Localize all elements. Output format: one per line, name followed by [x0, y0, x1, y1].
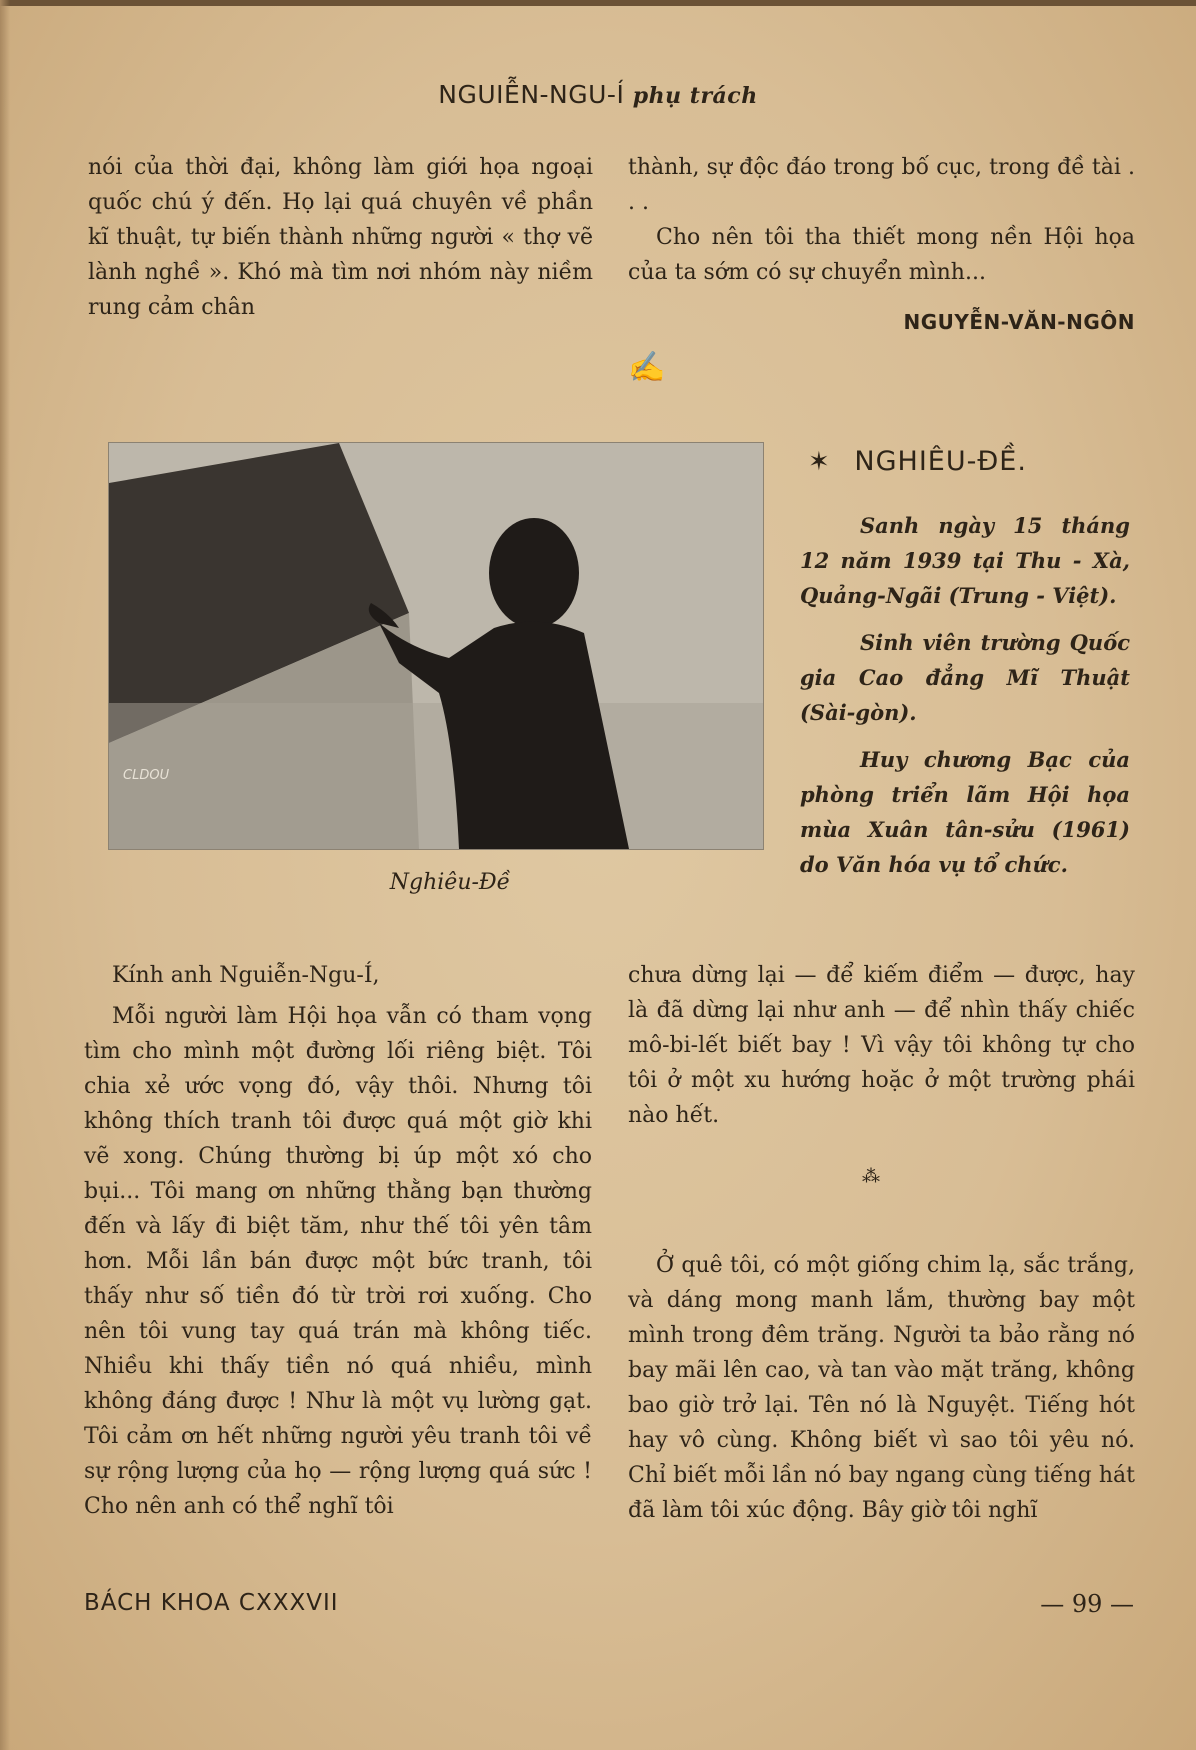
artist-bio	[800, 508, 1130, 894]
letter-right-paragraph-2: Ở quê tôi, có một giống chim lạ, sắc trắng, và dáng mong manh lắm, thường bay một mình trong đêm trăng. Người ta bảo rằng nó bay mãi lên cao, và tan vào mặt trăng, không bao giờ trở lại. Tên nó là Nguyệt. Tiếng hót hay vô cùng. Không biết vì sao tôi yêu nó. Chỉ biết mỗi lần nó bay ngang cùng tiếng hát đã làm tôi xúc động. Bây giờ tôi nghĩ	[628, 1253, 1135, 1523]
letter-greeting: Kính anh Nguiễn-Ngu-Í,	[112, 963, 380, 988]
top-right-column	[628, 150, 1135, 290]
page-left-edge	[0, 0, 10, 1750]
top-right-paragraph-2: Cho nên tôi tha thiết mong nền Hội họa của ta sớm có sự chuyển mình...	[628, 225, 1135, 285]
page-top-edge	[0, 0, 1196, 6]
letter-left-column	[84, 958, 592, 1524]
letter-right-lower	[628, 1248, 1135, 1528]
artist-name: NGHIÊU-ĐỀ.	[854, 446, 1027, 477]
photo-silhouette	[109, 443, 763, 849]
header-role: phụ trách	[632, 83, 758, 109]
top-left-column	[88, 150, 593, 325]
page-number: — 99 —	[1040, 1590, 1134, 1618]
artist-photo	[108, 442, 764, 850]
letter-right-column	[628, 958, 1135, 1133]
signature: NGUYỄN-VĂN-NGÔN	[903, 310, 1135, 334]
bio-paragraph-2: Sinh viên trường Quốc gia Cao đẳng Mĩ Thuật (Sài-gòn).	[800, 630, 1130, 725]
section-break-stars: ⁂	[862, 1166, 880, 1187]
ornament-icon: ✍	[628, 350, 666, 385]
page-header	[0, 80, 1196, 109]
bio-paragraph-1: Sanh ngày 15 tháng 12 năm 1939 tại Thu - Xà, Quảng-Ngãi (Trung - Việt).	[800, 513, 1130, 608]
svg-text:CLDOU: CLDOU	[123, 768, 170, 783]
star-icon: ✶	[808, 447, 831, 477]
top-left-paragraph: nói của thời đại, không làm giới họa ngoại quốc chú ý đến. Họ lại quá chuyên về phần kĩ thuật, tự biến thành những người « thợ vẽ lành nghề ». Khó mà tìm nơi nhóm này niềm rung cảm chân	[88, 155, 593, 320]
letter-right-paragraph-1: chưa dừng lại — để kiếm điểm — được, hay là đã dừng lại như anh — để nhìn thấy chiếc mô-bi-lết biết bay ! Vì vậy tôi không tự cho tôi ở một xu hướng hoặc ở một trường phái nào hết.	[628, 963, 1135, 1128]
top-right-paragraph-1: thành, sự độc đáo trong bố cục, trong đề tài . . .	[628, 155, 1135, 215]
artist-name-heading	[808, 446, 1027, 477]
magazine-name: BÁCH KHOA CXXXVII	[84, 1590, 339, 1616]
photo-caption: Nghiêu-Đề	[389, 870, 511, 895]
letter-body-left: Mỗi người làm Hội họa vẫn có tham vọng tìm cho mình một đường lối riêng biệt. Tôi chia xẻ ước vọng đó, vậy thôi. Nhưng tôi không thích tranh tôi được quá một giờ khi vẽ xong. Chúng thường bị úp một xó cho bụi... Tôi mang ơn những thằng bạn thường đến và lấy đi biệt tăm, như thế tôi yên tâm hơn. Mỗi lần bán được một bức tranh, tôi thấy như số tiền đó từ trời rơi xuống. Cho nên tôi vung tay quá trán mà không tiếc. Nhiều khi thấy tiền nó quá nhiều, mình không đáng được ! Như là một vụ lường gạt. Tôi cảm ơn hết những người yêu tranh tôi về sự rộng lượng của họ — rộng lượng quá sức ! Cho nên anh có thể nghĩ tôi	[84, 1004, 592, 1519]
header-editor-name: NGUIỄN-NGU-Í	[438, 80, 625, 109]
bio-paragraph-3: Huy chương Bạc của phòng triển lãm Hội họa mùa Xuân tân-sửu (1961) do Văn hóa vụ tổ chức.	[800, 747, 1130, 877]
